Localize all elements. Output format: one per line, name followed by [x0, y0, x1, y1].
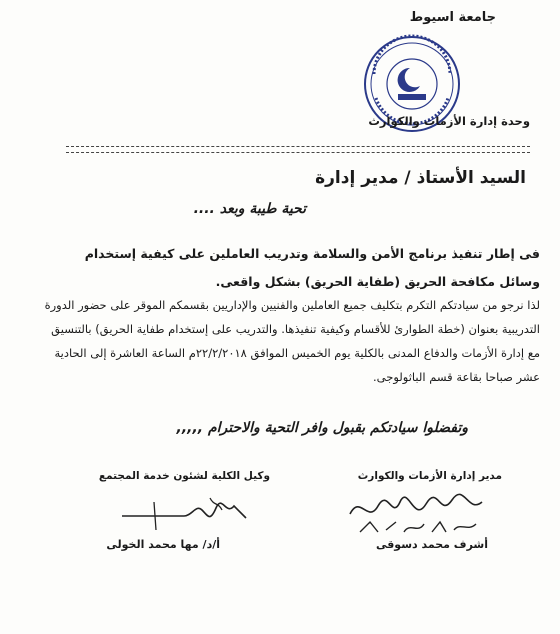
university-name: جامعة اسيوط — [409, 10, 496, 25]
header-separator — [66, 146, 530, 153]
signatory-left-title: وكيل الكلية لشئون خدمة المجتمع — [98, 470, 270, 482]
signatory-right-name: أشرف محمد دسوقى — [375, 538, 488, 551]
greeting: تحية طيبة وبعد .... — [193, 201, 306, 217]
handwritten-signature-right-icon — [340, 484, 490, 540]
letter-paragraph-2: لذا نرجو من سيادتكم التكرم بتكليف جميع العاملين والفنيين والإداريين بقسمكم الموقر على حضور الدورة التدريبية بعنوان (خطة الطوارئ للأقسام وكيفية تنفيذها. والتدريب على إستخدام طفاية الحريق) بالتنسيق مع إدارة الأزمات والدفاع المدنى بالكلية يوم الخميس الموافق ٢٢/٢/٢٠١٨م الساعة العاشرة إلى الحادية عشر صباحا بقاعة قسم الباثولوجى. — [44, 298, 540, 384]
salutation: السيد الأستاذ / مدير إدارة — [315, 168, 526, 188]
unit-name: وحدة إدارة الأزمات والكوارث — [368, 114, 530, 128]
signatory-left-name: أ/د/ مها محمد الخولى — [106, 538, 220, 551]
handwritten-signature-left-icon — [114, 492, 264, 540]
letter-paragraph-1: فى إطار تنفيذ برنامج الأمن والسلامة وتدريب العاملين على كيفية إستخدام وسائل مكافحة الحريق (طفاية الحريق) بشكل واقعى. — [84, 246, 540, 289]
closing-line: وتفضلوا سيادتكم بقبول وافر التحية والاحترام ,,,,, — [176, 420, 468, 436]
signatory-right-title: مدير إدارة الأزمات والكوارث — [357, 470, 502, 482]
